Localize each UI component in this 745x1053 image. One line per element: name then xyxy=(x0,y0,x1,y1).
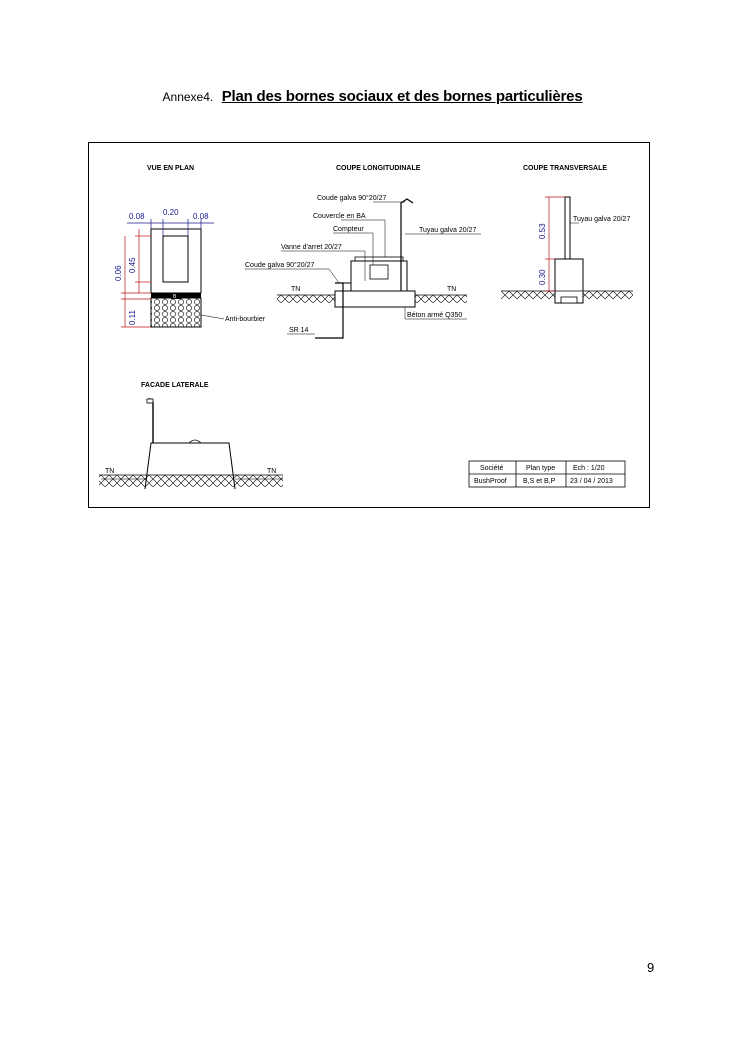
transversal-tuyau-label: Tuyau galva 20/27 xyxy=(573,216,631,223)
transversal-title: COUPE TRANSVERSALE xyxy=(523,165,608,172)
compteur-label: Compteur xyxy=(333,226,364,233)
title-block-header-3: Ech : 1/20 xyxy=(573,465,605,472)
facade-tn-right: TN xyxy=(267,468,277,475)
anti-bourbier-label: Anti-bourbier xyxy=(225,316,266,323)
plan-view-title: VUE EN PLAN xyxy=(147,165,195,172)
coude-top-label: Coude galva 90°20/27 xyxy=(317,195,387,202)
facade-view xyxy=(99,399,283,489)
page-number: 9 xyxy=(647,960,655,975)
title-block-header-1: Société xyxy=(480,465,504,472)
coude-bottom-label: Coude galva 90°20/27 xyxy=(245,262,315,269)
tn-right-label: TN xyxy=(447,286,457,293)
annex-label: Annexe4. xyxy=(162,90,214,104)
tuyau-label: Tuyau galva 20/27 xyxy=(419,227,477,234)
couvercle-label: Couvercle en BA xyxy=(313,213,366,220)
title-block-value-3: 23 / 04 / 2013 xyxy=(570,478,613,485)
annex-title: Plan des bornes sociaux et des bornes particulières xyxy=(221,88,583,105)
plan-dim-h2: 0.06 xyxy=(114,265,123,281)
plan-dim-h3: 0.11 xyxy=(128,310,137,325)
plan-dim-left: 0.08 xyxy=(129,212,145,221)
transversal-dim-bottom: 0.30 xyxy=(538,269,547,285)
plan-dim-right: 0.08 xyxy=(193,212,209,221)
plan-marker: B xyxy=(173,294,177,300)
longitudinal-title: COUPE LONGITUDINALE xyxy=(336,165,421,172)
tn-left-label: TN xyxy=(291,286,301,293)
vanne-label: Vanne d'arret 20/27 xyxy=(281,244,342,251)
transversal-section xyxy=(501,197,633,303)
plan-dim-h1: 0.45 xyxy=(128,257,137,273)
facade-title: FACADE LATERALE xyxy=(141,382,209,389)
page-heading xyxy=(0,88,745,106)
title-block-header-2: Plan type xyxy=(526,465,556,472)
plan-dim-mid: 0.20 xyxy=(163,208,179,217)
facade-tn-left: TN xyxy=(105,468,115,475)
title-block-value-2: B,S et B,P xyxy=(523,478,556,485)
title-block-value-1: BushProof xyxy=(474,478,507,485)
transversal-dim-top: 0.53 xyxy=(538,223,547,239)
technical-drawing xyxy=(88,142,650,508)
sr-label: SR 14 xyxy=(289,327,309,334)
beton-label: Béton armé Q350 xyxy=(407,312,463,319)
